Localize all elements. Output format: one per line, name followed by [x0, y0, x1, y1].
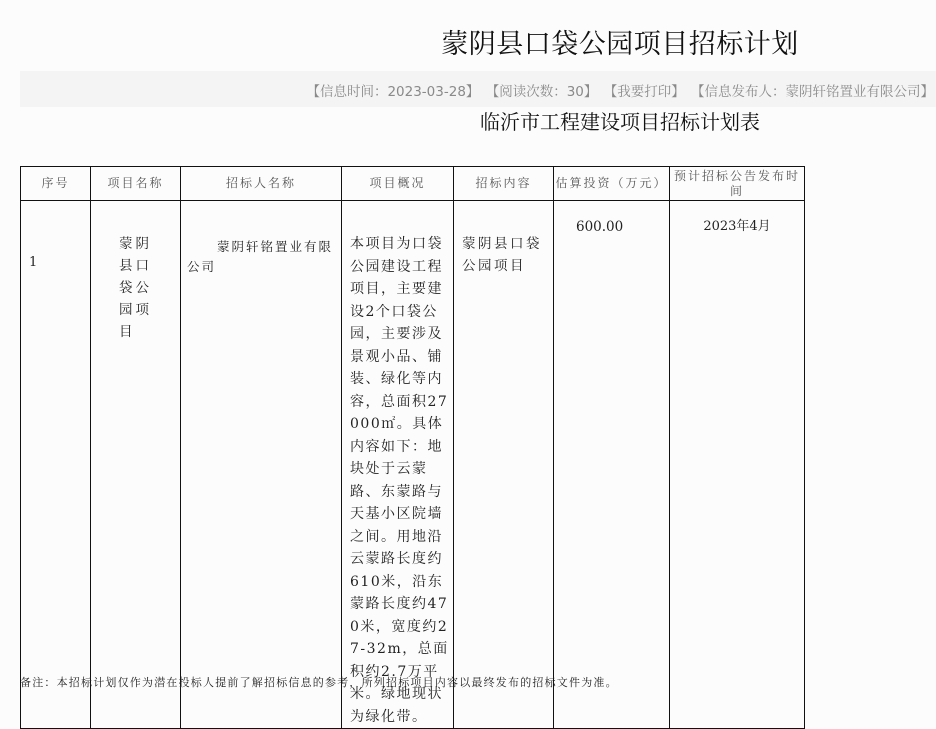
header-publish-time: 预计招标公告发布时间	[670, 167, 805, 201]
cell-investment: 600.00	[576, 219, 624, 235]
footnote: 备注：本招标计划仅作为潜在投标人提前了解招标信息的参考，所列招标项目内容以最终发布的招标文件为准。	[20, 676, 618, 689]
header-tender-content: 招标内容	[454, 167, 554, 201]
publisher: 【信息发布人：蒙阴轩铭置业有限公司】	[691, 84, 934, 100]
cell-tenderer: 蒙阴轩铭置业有限公司	[187, 239, 334, 274]
table-header-row	[21, 167, 805, 201]
info-time: 【信息时间：2023-03-28】	[306, 84, 480, 100]
header-tenderer: 招标人名称	[181, 167, 342, 201]
header-overview: 项目概况	[342, 167, 454, 201]
cell-tender-content: 蒙阴县口袋公园项目	[462, 236, 542, 274]
cell-project-name: 蒙阴县口袋公园项目	[119, 236, 152, 340]
cell-index: 1	[29, 255, 38, 270]
table-row	[21, 201, 805, 729]
header-project-name: 项目名称	[91, 167, 181, 201]
page-title: 蒙阴县口袋公园项目招标计划	[441, 29, 799, 60]
header-investment: 估算投资（万元）	[554, 167, 670, 201]
article-meta	[304, 80, 934, 100]
tender-plan-table	[20, 166, 805, 729]
cell-overview: 本项目为口袋公园建设工程项目，主要建设2个口袋公园，主要涉及景观小品、铺装、绿化等内容，总面积27000㎡。具体内容如下：地块处于云蒙路、东蒙路与天基小区院墙之间。用地沿云蒙路长度约610米，沿东蒙路长度约470米，宽度约27-32m，总面积约2.7万平米。绿地现状为绿化带。	[350, 236, 449, 725]
print-link[interactable]: 【我要打印】	[603, 84, 685, 100]
table-title: 临沂市工程建设项目招标计划表	[480, 110, 760, 134]
header-index: 序号	[21, 167, 91, 201]
read-count: 【阅读次数：30】	[485, 84, 598, 100]
cell-publish-time: 2023年4月	[703, 219, 771, 234]
